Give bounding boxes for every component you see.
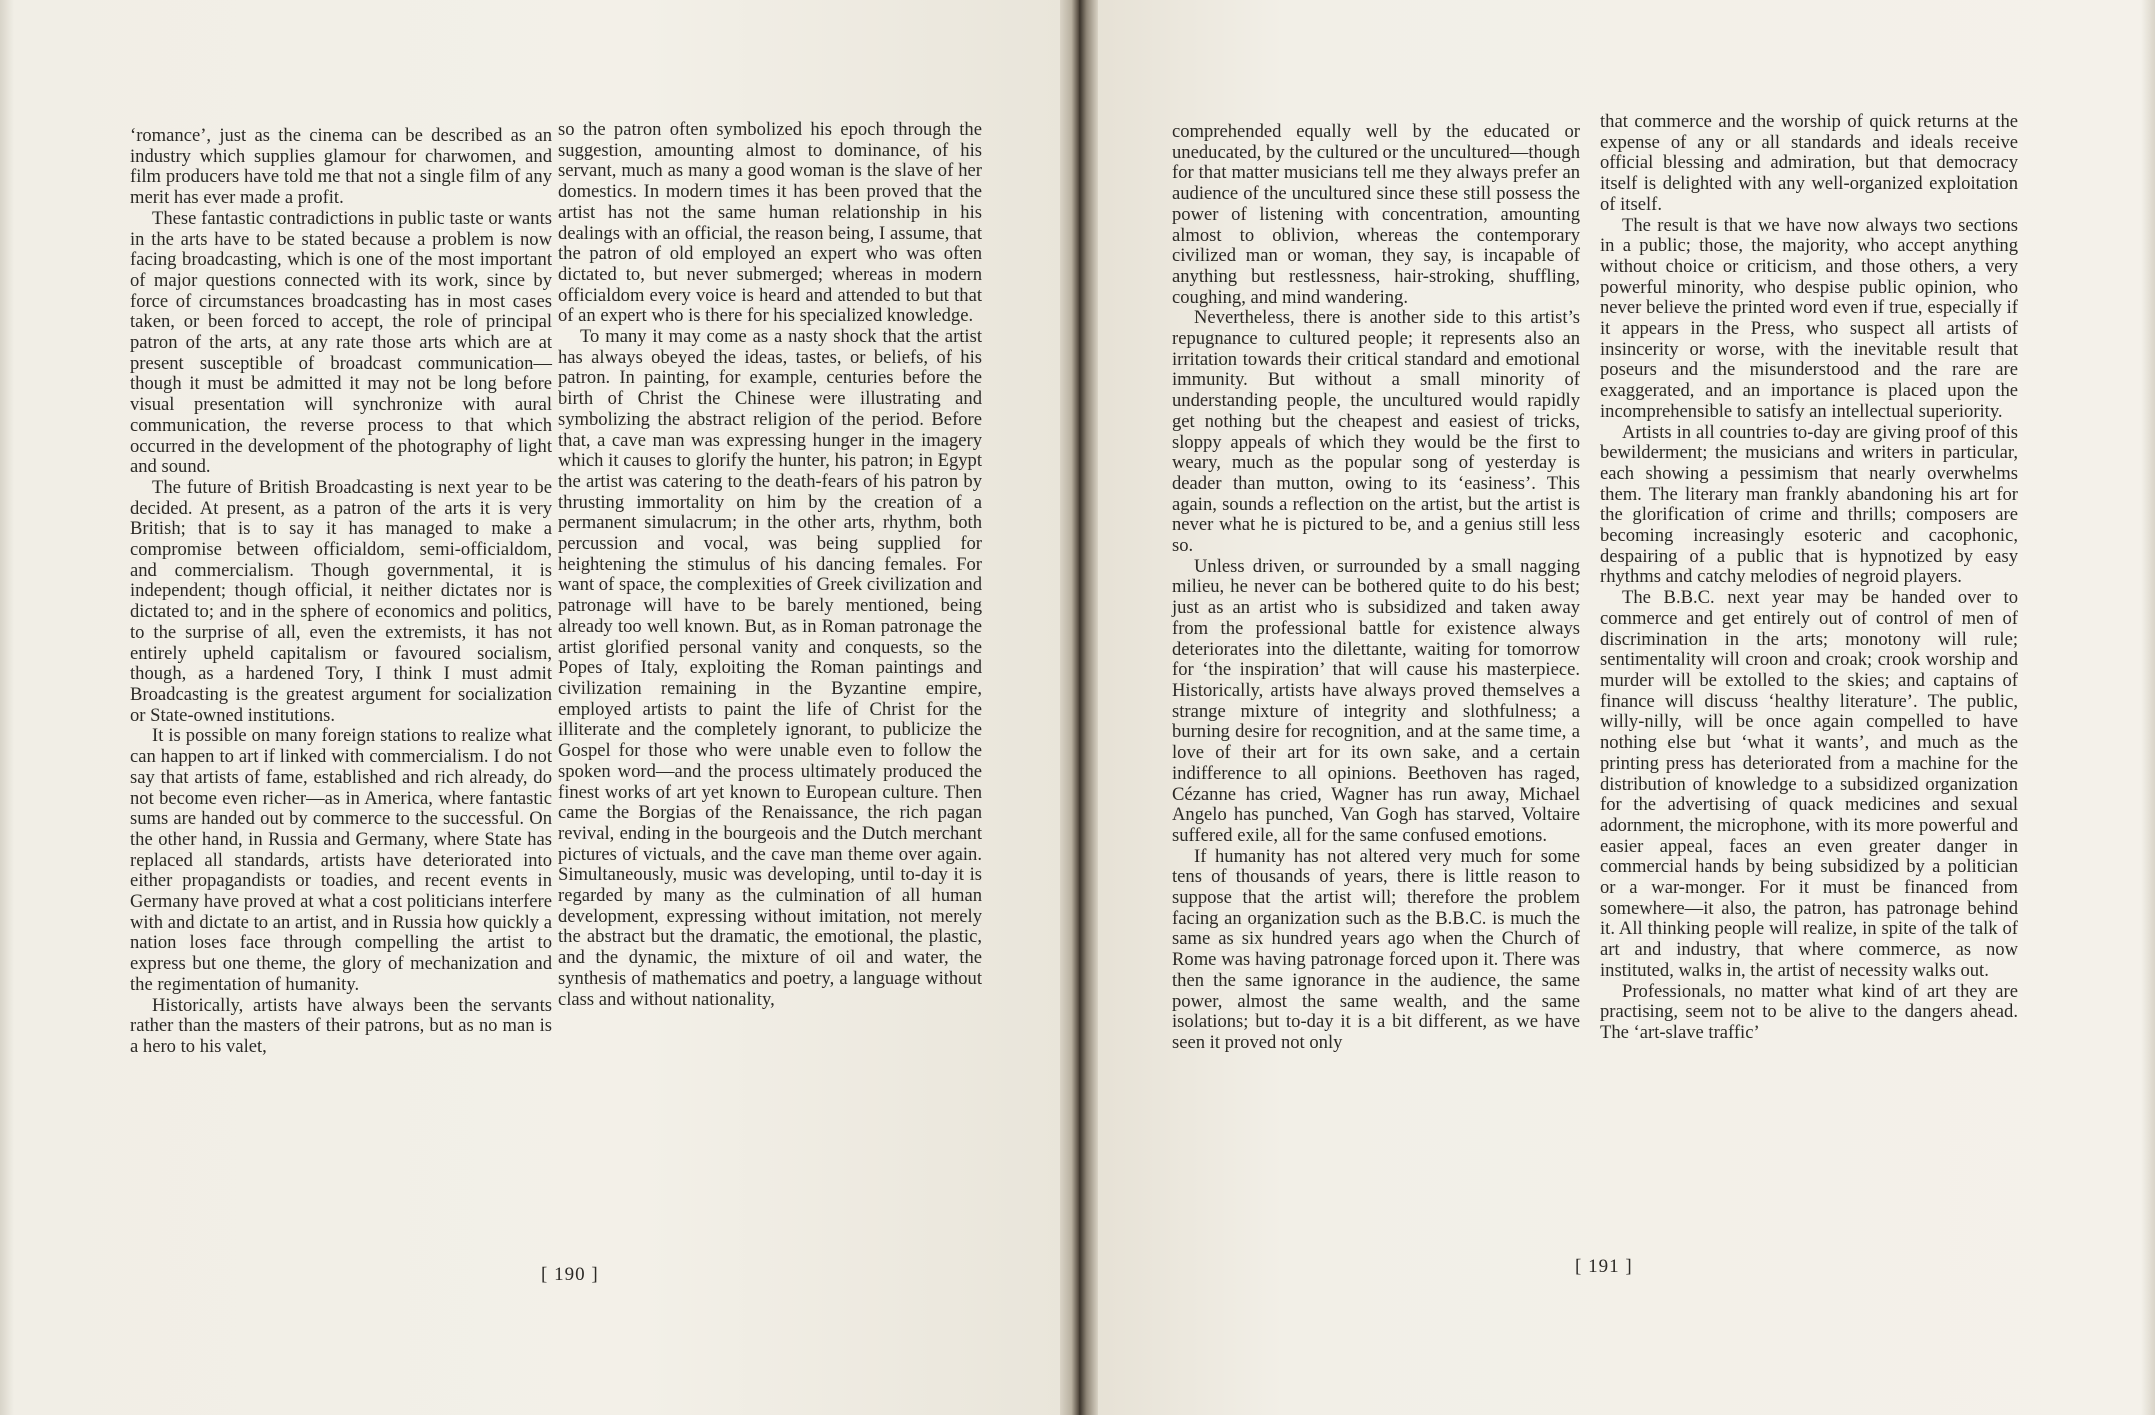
paragraph: These fantastic contradictions in public taste or wants in the arts have to be stated because a problem is now facing broadcasting, which is one of the most important of major questions connected with its work, since by force of circumstances broadcasting has in most cases taken, or been forced to accept, the role of principal patron of the arts, at any rate those arts which are at present susceptible of broadcast communication—though it must be admitted it may not be long before visual presentation will synchronize with aural communication, the reverse process to that which occurred in the development of the photography of light and sound.: [130, 207, 552, 478]
paragraph: The result is that we have now always two sections in a public; those, the majority, who accept anything without choice or criticism, and those others, a very powerful minority, who despise public opinion, who never believe the printed word even if true, especially if it appears in the Press, who suspect all artists of insincerity or worse, with the inevitable result that poseurs and the misunderstood and the rare are exaggerated, and an importance is placed upon the incomprehensible to satisfy an intellectual superiority.: [1600, 214, 2018, 422]
paragraph: Artists in all countries to-day are giving proof of this bewilderment; the musicians and writers in particular, each showing a pessimism that nearly overwhelms them. The literary man frankly abandoning his art for the glorification of crime and thrills; composers are becoming increasingly esoteric and cacophonic, despairing of a public that is hypnotized by easy rhythms and catchy melodies of negroid players.: [1600, 421, 2018, 588]
book-gutter: [1060, 0, 1098, 1415]
paragraph: If humanity has not altered very much for some tens of thousands of years, there is little reason to suppose that the artist will; therefore the problem facing an organization such as the B.B.C. is much the same as six hundred years ago when the Church of Rome was having patronage forced upon it. There was then the same ignorance in the audience, the same power, almost the same wealth, and the same isolations; but to-day it is a bit different, as we have seen it proved not only: [1172, 845, 1580, 1053]
left-page: [0, 0, 1066, 1415]
paragraph: The future of British Broadcasting is next year to be decided. At present, as a patron of the arts it is very British; that is to say it has managed to make a compromise between officialdom, semi-officialdom, and commercialism. Though governmental, it is independent; though official, it neither dictates nor is dictated to; and in the sphere of economics and politics, to the surprise of all, even the extremists, it has not entirely upheld capitalism or favoured socialism, though, as a hardened Tory, I think I must admit Broadcasting is the greatest argument for socialization or State-owned institutions.: [130, 476, 552, 726]
paragraph: Professionals, no matter what kind of art they are practising, seem not to be alive to the dangers ahead. The ‘art-slave traffic’: [1600, 980, 2018, 1043]
paragraph: Unless driven, or surrounded by a small nagging milieu, he never can be bothered quite to do his best; just as an artist who is subsidized and taken away from the professional battle for existence always deteriorates into the dilettante, waiting for tomorrow for ‘the inspiration’ that will cause his masterpiece. Historically, artists have always proved themselves a strange mixture of integrity and slothfulness; a burning desire for recognition, and at the same time, a love of their art for its own sake, and a certain indifference to all opinions. Beethoven has raged, Cézanne has cried, Wagner has run away, Michael Angelo has punched, Van Gogh has starved, Voltaire suffered exile, all for the same confused emotions.: [1172, 555, 1580, 846]
paragraph: ‘romance’, just as the cinema can be described as an industry which supplies glamour for charwomen, and film producers have told me that not a single film of any merit has ever made a profit.: [130, 125, 552, 209]
right-page-edge: [2141, 0, 2155, 1415]
paragraph: Historically, artists have always been the servants rather than the masters of their patrons, but as no man is a hero to his valet,: [130, 994, 552, 1057]
right-page-column-1: [1172, 122, 1580, 1054]
paragraph: It is possible on many foreign stations to realize what can happen to art if linked with commercialism. I do not say that artists of fame, established and rich already, do not become even richer—as in America, where fantastic sums are handed out by commerce to the successful. On the other hand, in Russia and Germany, where State has replaced all standards, artists have deteriorated into either propagandists or toadies, and recent events in Germany have proved at what a cost politicians interfere with and dictate to an artist, and in Russia how quickly a nation loses face through compelling the artist to express but one theme, the glory of mechanization and the regimentation of humanity.: [130, 725, 552, 995]
paragraph: The B.B.C. next year may be handed over to commerce and get entirely out of control of men of discrimination in the arts; monotony will rule; sentimentality will croon and croak; crook worship and murder will be extolled to the skies; and captains of finance will discuss ‘healthy literature’. The public, willy-nilly, will be once again compelled to have nothing else but ‘what it wants’, and much as the printing press has deteriorated from a machine for the distribution of knowledge to a subsidized organization for the advertising of quack medicines and sexual adornment, the microphone, with its more powerful and easier appeal, faces an even greater danger in commercial hands by being subsidized by a politician or a war-monger. For it must be financed from somewhere—it also, the patron, has patronage behind it. All thinking people will realize, in spite of the talk of art and industry, that where commerce, as now instituted, walks in, the artist of necessity walks out.: [1600, 587, 2018, 981]
left-page-column-2: [558, 120, 982, 1010]
left-page-column-1: [130, 126, 552, 1058]
paragraph: Nevertheless, there is another side to this artist’s repugnance to cultured people; it represents also an irritation towards their critical standard and emotional immunity. But without a small minority of understanding people, the uncultured would rapidly get nothing but the cheapest and easiest of tricks, sloppy appeals of which they would be the first to weary, much as the popular song of yesterday is deader than mutton, owing to its ‘easiness’. This again, sounds a reflection on the artist, but the artist is never what he is pictured to be, and a genius still less so.: [1172, 307, 1580, 557]
paragraph: comprehended equally well by the educated or uneducated, by the cultured or the uncultured—though for that matter musicians tell me they always prefer an audience of the uncultured since these still possess the power of listening with concentration, amounting almost to oblivion, whereas the contemporary civilized man or woman, they say, is incapable of anything but restlessness, hair-stroking, shuffling, coughing, and mind wandering.: [1172, 121, 1580, 308]
paragraph: so the patron often symbolized his epoch through the suggestion, amounting almost to dominance, of his servant, much as many a good woman is the slave of her domestics. In modern times it has been proved that the artist has not the same human relationship in his dealings with an official, the reason being, I assume, that the patron of old employed an expert who was often dictated to, but never submerged; whereas in modern officialdom every voice is heard and attended to but that of an expert who is there for his specialized knowledge.: [558, 119, 982, 327]
right-page-column-2: [1600, 112, 2018, 1044]
page-number-190: [ 190 ]: [541, 1264, 599, 1285]
paragraph: To many it may come as a nasty shock that the artist has always obeyed the ideas, tastes, or beliefs, of his patron. In painting, for example, centuries before the birth of Christ the Chinese were illustrating and symbolizing the abstract religion of the period. Before that, a cave man was expressing hunger in the imagery which it causes to glorify the hunter, his patron; in Egypt the artist was catering to the death-fears of his patron by thrusting immortality on him by the creation of a permanent simulacrum; in the other arts, rhythm, both percussion and vocal, was being supplied for heightening the stimulus of his dancing females. For want of space, the complexities of Greek civilization and patronage will have to be barely mentioned, being already too well known. But, as in Roman patronage the artist glorified personal vanity and conquests, so the Popes of Italy, exploiting the Roman paintings and civilization remaining in the Byzantine empire, employed artists to paint the life of Christ for the illiterate and the completely ignorant, to publicize the Gospel for those who were unable even to follow the spoken word—and the process ultimately produced the finest works of art yet known to European culture. Then came the Borgias of the Renaissance, the rich pagan revival, ending in the bourgeois and the Dutch merchant pictures of victuals, and the cave man theme over again. Simultaneously, music was developing, until to-day it is regarded by many as the culmination of all human development, expressing without imitation, not merely the abstract but the dramatic, the emotional, the plastic, and the dynamic, the mixture of oil and water, the synthesis of mathematics and poetry, a language without class and without nationality,: [558, 326, 982, 1010]
page-number-191: [ 191 ]: [1575, 1256, 1633, 1277]
paragraph: that commerce and the worship of quick returns at the expense of any or all standards and ideals receive official blessing and admiration, but that democracy itself is delighted with any well-organized exploitation of itself.: [1600, 111, 2018, 215]
left-page-edge: [0, 0, 14, 1415]
